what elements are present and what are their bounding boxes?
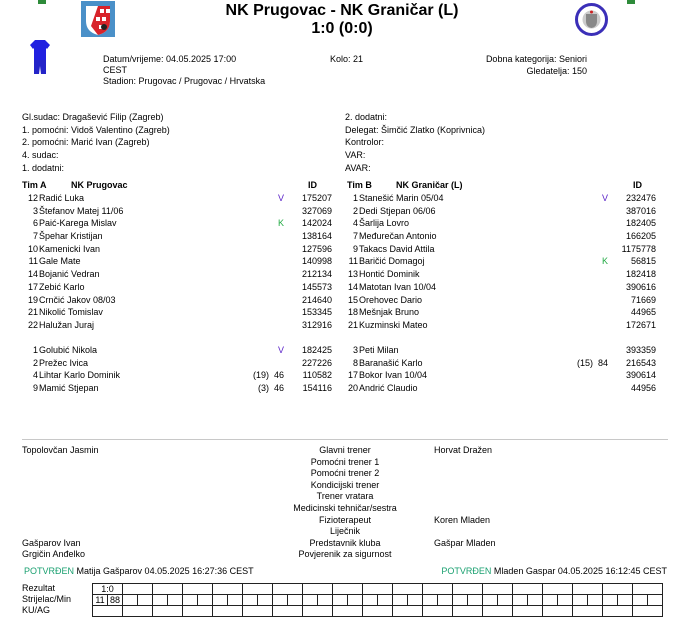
player-row (334, 382, 656, 395)
minute-cell[interactable] (198, 595, 213, 606)
player-row (14, 205, 332, 218)
player-name: Crnčić Jakov 08/03 (39, 294, 116, 305)
jersey-icon (30, 40, 50, 76)
away-staff-member: Horvat Dražen (434, 445, 493, 455)
player-name: Dedi Stjepan 06/06 (359, 205, 436, 216)
player-row (14, 344, 332, 357)
minute-cell[interactable] (528, 595, 543, 606)
staff-role: Predstavnik kluba (309, 537, 381, 548)
minute-cell[interactable]: 88 (108, 595, 123, 606)
official-fourth: 4. sudac: (22, 150, 59, 161)
player-name: Gale Mate (39, 256, 81, 267)
player-row (334, 230, 656, 243)
player-id: 140998 (301, 256, 332, 267)
officials-right (345, 111, 485, 174)
card-cell[interactable] (303, 606, 333, 617)
official-additional-2: 2. dodatni: (345, 112, 388, 122)
staff-role: Povjerenik za sigurnost (298, 549, 392, 560)
team-b-subs (334, 344, 656, 395)
player-name: Kuzminski Mateo (359, 319, 428, 330)
player-row (14, 255, 332, 268)
card-cell[interactable] (213, 606, 243, 617)
player-row (334, 294, 656, 307)
player-number: 13 (347, 269, 358, 280)
minute-cell[interactable] (288, 595, 303, 606)
player-number: 4 (352, 218, 358, 229)
official-controller: Kontrolor: (345, 137, 385, 148)
player-row (334, 243, 656, 256)
scorer-cell[interactable] (603, 595, 618, 606)
player-name: Golubić Nikola (39, 345, 98, 355)
minute-cell[interactable] (468, 595, 483, 606)
scorer-cell[interactable] (213, 595, 228, 606)
result-cell[interactable] (573, 584, 603, 595)
team-b-label: Tim B (347, 180, 372, 190)
card-cell[interactable] (603, 606, 633, 617)
player-number: 17 (347, 370, 358, 381)
player-id: 227226 (301, 357, 332, 368)
scorer-cell[interactable] (303, 595, 318, 606)
cards-row (93, 606, 663, 617)
player-name: Orehovec Dario (359, 294, 423, 305)
player-name: Mamić Stjepan (39, 383, 99, 394)
player-row (14, 281, 332, 294)
home-staff-member (22, 480, 99, 492)
scorer-cell[interactable] (273, 595, 288, 606)
minute-cell[interactable] (168, 595, 183, 606)
minute-cell[interactable] (558, 595, 573, 606)
player-id: 212134 (301, 269, 332, 280)
player-id: 127596 (301, 243, 332, 254)
result-cell[interactable] (513, 584, 543, 595)
player-name: Stanešić Marin 05/04 (359, 193, 444, 203)
player-name: Nikolić Tomislav (39, 307, 103, 318)
player-id: 390616 (625, 281, 656, 292)
player-row (14, 230, 332, 243)
player-id: 153345 (301, 307, 332, 318)
official-referee: Gl.sudac: Dragašević Filip (Zagreb) (22, 112, 164, 122)
player-row (334, 217, 656, 230)
player-row (14, 192, 332, 205)
player-name: Andrić Claudio (359, 383, 418, 394)
home-staff (22, 445, 99, 561)
player-row (334, 281, 656, 294)
player-id: 312916 (301, 319, 332, 330)
player-number: 15 (347, 294, 358, 305)
player-name: Takacs David Attila (359, 243, 435, 254)
player-row (334, 357, 656, 370)
card-cell[interactable] (573, 606, 603, 617)
player-row (14, 382, 332, 395)
player-name: Štefanov Matej 11/06 (39, 205, 124, 216)
away-staff (434, 445, 496, 561)
player-number: 12 (27, 193, 38, 203)
player-id: 393359 (625, 345, 656, 355)
player-number: 21 (27, 307, 38, 318)
confirmed-badge: POTVRĐEN (441, 566, 492, 576)
player-row (334, 255, 656, 268)
staff-role: Trener vratara (316, 491, 374, 502)
player-number: 9 (32, 383, 38, 394)
away-staff-member (434, 468, 496, 480)
player-name: Hontić Dominik (359, 269, 420, 280)
player-number: 11 (348, 256, 358, 267)
card-cell[interactable] (183, 606, 213, 617)
minute-cell[interactable] (138, 595, 153, 606)
minute-cell[interactable] (408, 595, 423, 606)
player-id: 166205 (625, 231, 656, 242)
result-cell[interactable] (423, 584, 453, 595)
match-stadium: Stadion: Prugovac / Prugovac / Hrvatska (103, 76, 266, 86)
home-confirmation-text: Matija Gašparov 04.05.2025 16:27:36 CEST (76, 566, 254, 576)
substitution-info: (15) 84 (576, 357, 608, 368)
player-row (334, 319, 656, 332)
player-row (334, 306, 656, 319)
scorer-row (93, 595, 663, 606)
home-staff-member: Grgičin Anđelko (22, 549, 86, 560)
player-row (334, 192, 656, 205)
player-id: 175207 (301, 193, 332, 203)
minute-cell[interactable] (348, 595, 363, 606)
staff-role: Medicinski tehničar/sestra (293, 502, 397, 513)
player-name: Baranašić Karlo (359, 357, 423, 368)
player-number: 10 (27, 243, 38, 254)
player-name: Halužan Juraj (39, 319, 95, 330)
player-number: 3 (32, 205, 38, 216)
scorer-cell[interactable] (543, 595, 558, 606)
player-number: 7 (32, 231, 38, 242)
player-id: 56815 (630, 256, 656, 267)
team-a-starters (14, 192, 332, 332)
minute-cell[interactable] (258, 595, 273, 606)
player-number: 19 (27, 294, 38, 305)
minute-cell[interactable] (588, 595, 603, 606)
staff-roles (270, 445, 420, 561)
card-cell[interactable] (363, 606, 393, 617)
player-row (14, 369, 332, 382)
confirmed-badge: POTVRĐEN (24, 566, 75, 576)
official-var: VAR: (345, 150, 366, 161)
result-cell[interactable] (303, 584, 333, 595)
player-row (334, 344, 656, 357)
player-name: Radić Luka (39, 193, 85, 203)
section-divider (22, 439, 668, 440)
scorer-cell[interactable] (243, 595, 258, 606)
match-title: NK Prugovac - NK Graničar (L) (225, 2, 459, 19)
away-staff-member: Gašpar Mladen (434, 537, 496, 548)
player-number: 6 (32, 218, 38, 229)
result-cell[interactable] (633, 584, 663, 595)
official-avar: AVAR: (345, 162, 371, 173)
result-cell[interactable]: 1:0 (93, 584, 123, 595)
score-grid-labels (22, 583, 71, 616)
player-row (14, 306, 332, 319)
player-name: Kamenicki Ivan (39, 243, 101, 254)
player-row (14, 319, 332, 332)
scorer-cell[interactable] (633, 595, 648, 606)
scorer-cell[interactable] (123, 595, 138, 606)
scorer-cell[interactable] (453, 595, 468, 606)
home-confirmation (24, 566, 254, 576)
scorer-cell[interactable] (183, 595, 198, 606)
result-cell[interactable] (183, 584, 213, 595)
goalkeeper-badge: V (601, 193, 608, 203)
home-staff-member (22, 515, 99, 527)
officials-left (22, 111, 170, 174)
result-cell[interactable] (363, 584, 393, 595)
player-name: Baričić Domagoj (359, 256, 425, 267)
match-datetime: Datum/vrijeme: 04.05.2025 17:00 (103, 54, 237, 64)
captain-badge: K (601, 256, 608, 267)
player-number: 2 (352, 205, 358, 216)
player-row (14, 294, 332, 307)
player-name: Mešnjak Bruno (359, 307, 420, 318)
player-number: 21 (347, 319, 358, 330)
player-number: 14 (27, 269, 38, 280)
card-cell[interactable] (243, 606, 273, 617)
attendance: Gledatelja: 150 (526, 66, 587, 76)
label-scorer-minute: Strijelac/Min (22, 594, 72, 604)
minute-cell[interactable] (648, 595, 663, 606)
result-cell[interactable] (123, 584, 153, 595)
label-yellow-red: KU/AG (22, 605, 51, 615)
player-id: 182425 (301, 345, 332, 355)
player-row (334, 369, 656, 382)
result-cell[interactable] (393, 584, 423, 595)
player-id: 44956 (630, 383, 656, 394)
team-a-id-header: ID (308, 180, 317, 190)
player-id: 172671 (625, 319, 656, 330)
team-a-label: Tim A (22, 180, 47, 190)
player-name: Prežec Ivica (39, 357, 89, 368)
substitution-info: (19) 46 (252, 370, 284, 381)
scorer-cell[interactable] (513, 595, 528, 606)
scorer-cell[interactable] (333, 595, 348, 606)
result-cell[interactable] (273, 584, 303, 595)
substitution-info: (3) 46 (257, 383, 284, 394)
player-id: 232476 (625, 193, 656, 203)
result-cell[interactable] (603, 584, 633, 595)
player-number: 20 (347, 383, 358, 394)
scorer-cell[interactable] (363, 595, 378, 606)
minute-cell[interactable] (318, 595, 333, 606)
result-cell[interactable] (243, 584, 273, 595)
player-name: Lihtar Karlo Dominik (39, 370, 121, 381)
home-staff-member: Topolovčan Jasmin (22, 445, 99, 455)
player-id: 44965 (630, 307, 656, 318)
player-id: 145573 (301, 281, 332, 292)
card-cell[interactable] (633, 606, 663, 617)
scorer-cell[interactable] (483, 595, 498, 606)
home-staff-member (22, 503, 99, 515)
player-name: Bojanić Vedran (39, 269, 100, 280)
player-row (14, 243, 332, 256)
scorer-cell[interactable] (153, 595, 168, 606)
player-id: 71669 (630, 294, 656, 305)
away-staff-member (434, 480, 496, 492)
minute-cell[interactable] (438, 595, 453, 606)
player-number: 22 (27, 319, 38, 330)
player-number: 1 (352, 193, 358, 203)
label-result: Rezultat (22, 583, 56, 593)
card-cell[interactable] (93, 606, 123, 617)
player-id: 327069 (301, 205, 332, 216)
official-assistant-2: 2. pomoćni: Marić Ivan (Zagreb) (22, 137, 150, 148)
result-cell[interactable] (453, 584, 483, 595)
player-id: 1175778 (621, 243, 656, 254)
player-number: 8 (352, 357, 358, 368)
player-id: 216543 (625, 357, 656, 368)
card-cell[interactable] (483, 606, 513, 617)
scorer-cell[interactable] (573, 595, 588, 606)
age-category: Dobna kategorija: Seniori (485, 54, 587, 64)
player-name: Zebić Karlo (39, 281, 85, 292)
player-row (334, 205, 656, 218)
player-name: Špehar Kristijan (39, 231, 103, 242)
player-id: 214640 (301, 294, 332, 305)
minute-cell[interactable] (618, 595, 633, 606)
result-cell[interactable] (153, 584, 183, 595)
card-cell[interactable] (153, 606, 183, 617)
staff-role: Liječnik (329, 526, 360, 537)
player-name: Paić-Karega Mislav (39, 218, 117, 229)
card-cell[interactable] (393, 606, 423, 617)
official-additional-1: 1. dodatni: (22, 162, 65, 173)
player-number: 7 (352, 231, 358, 242)
player-name: Međurečan Antonio (359, 231, 437, 242)
home-staff-member (22, 491, 99, 503)
match-round: Kolo: 21 (330, 54, 364, 64)
player-id: 154116 (302, 383, 332, 394)
away-staff-member (434, 503, 496, 515)
goalkeeper-badge: V (277, 345, 284, 355)
team-b-name: NK Graničar (L) (396, 180, 463, 190)
result-cell[interactable] (213, 584, 243, 595)
home-staff-member (22, 468, 99, 480)
staff-role: Pomoćni trener 1 (310, 456, 380, 467)
away-staff-member (434, 526, 496, 538)
team-a-subs (14, 344, 332, 395)
away-staff-member (434, 457, 496, 469)
staff-role: Kondicijski trener (310, 479, 380, 490)
staff-role: Fizioterapeut (318, 514, 372, 525)
team-b-starters (334, 192, 656, 332)
result-row (93, 584, 663, 595)
player-id: 142024 (301, 218, 332, 229)
home-staff-member: Gašparov Ivan (22, 537, 81, 548)
team-b-id-header: ID (633, 180, 642, 190)
card-cell[interactable] (423, 606, 453, 617)
card-cell[interactable] (123, 606, 153, 617)
result-cell[interactable] (543, 584, 573, 595)
away-staff-member (434, 549, 496, 561)
player-row (334, 268, 656, 281)
match-score: 1:0 (0:0) (311, 20, 373, 37)
away-confirmation-text: Mladen Gaspar 04.05.2025 16:12:45 CEST (493, 566, 667, 576)
player-name: Peti Milan (359, 345, 399, 355)
result-cell[interactable] (333, 584, 363, 595)
staff-role: Glavni trener (319, 445, 371, 455)
official-assistant-1: 1. pomoćni: Vidoš Valentino (Zagreb) (22, 124, 170, 135)
away-staff-member (434, 491, 496, 503)
official-delegate: Delegat: Šimčić Zlatko (Koprivnica) (345, 124, 486, 135)
team-a-name: NK Prugovac (71, 180, 128, 190)
player-row (14, 357, 332, 370)
player-number: 17 (27, 281, 38, 292)
match-timezone: CEST (103, 65, 128, 75)
player-number: 14 (347, 281, 358, 292)
score-grid (92, 583, 663, 617)
player-id: 390614 (625, 370, 656, 381)
player-id: 182418 (625, 269, 656, 280)
card-cell[interactable] (513, 606, 543, 617)
card-cell[interactable] (543, 606, 573, 617)
minute-cell[interactable] (498, 595, 513, 606)
player-number: 4 (32, 370, 38, 381)
player-number: 11 (28, 256, 38, 267)
player-number: 2 (32, 357, 38, 368)
card-cell[interactable] (453, 606, 483, 617)
player-name: Matotan Ivan 10/04 (359, 281, 437, 292)
scorer-cell[interactable] (423, 595, 438, 606)
player-id: 110582 (302, 370, 332, 381)
away-confirmation (441, 566, 667, 576)
staff-role: Pomoćni trener 2 (310, 468, 380, 479)
minute-cell[interactable] (378, 595, 393, 606)
card-cell[interactable] (333, 606, 363, 617)
player-name: Šarlija Lovro (359, 218, 410, 229)
goalkeeper-badge: V (277, 193, 284, 203)
minute-cell[interactable] (228, 595, 243, 606)
scorer-cell[interactable] (393, 595, 408, 606)
player-name: Bokor Ivan 10/04 (359, 370, 428, 381)
captain-badge: K (277, 218, 284, 229)
player-id: 182405 (625, 218, 656, 229)
player-number: 9 (352, 243, 358, 254)
player-row (14, 268, 332, 281)
player-number: 18 (347, 307, 358, 318)
player-row (14, 217, 332, 230)
card-cell[interactable] (273, 606, 303, 617)
home-staff-member (22, 526, 99, 538)
player-id: 138164 (301, 231, 332, 242)
player-number: 3 (352, 345, 358, 355)
away-staff-member: Koren Mladen (434, 514, 491, 525)
player-id: 387016 (625, 205, 656, 216)
scorer-cell[interactable]: 11 (93, 595, 108, 606)
home-staff-member (22, 457, 99, 469)
player-number: 1 (32, 345, 38, 355)
result-cell[interactable] (483, 584, 513, 595)
